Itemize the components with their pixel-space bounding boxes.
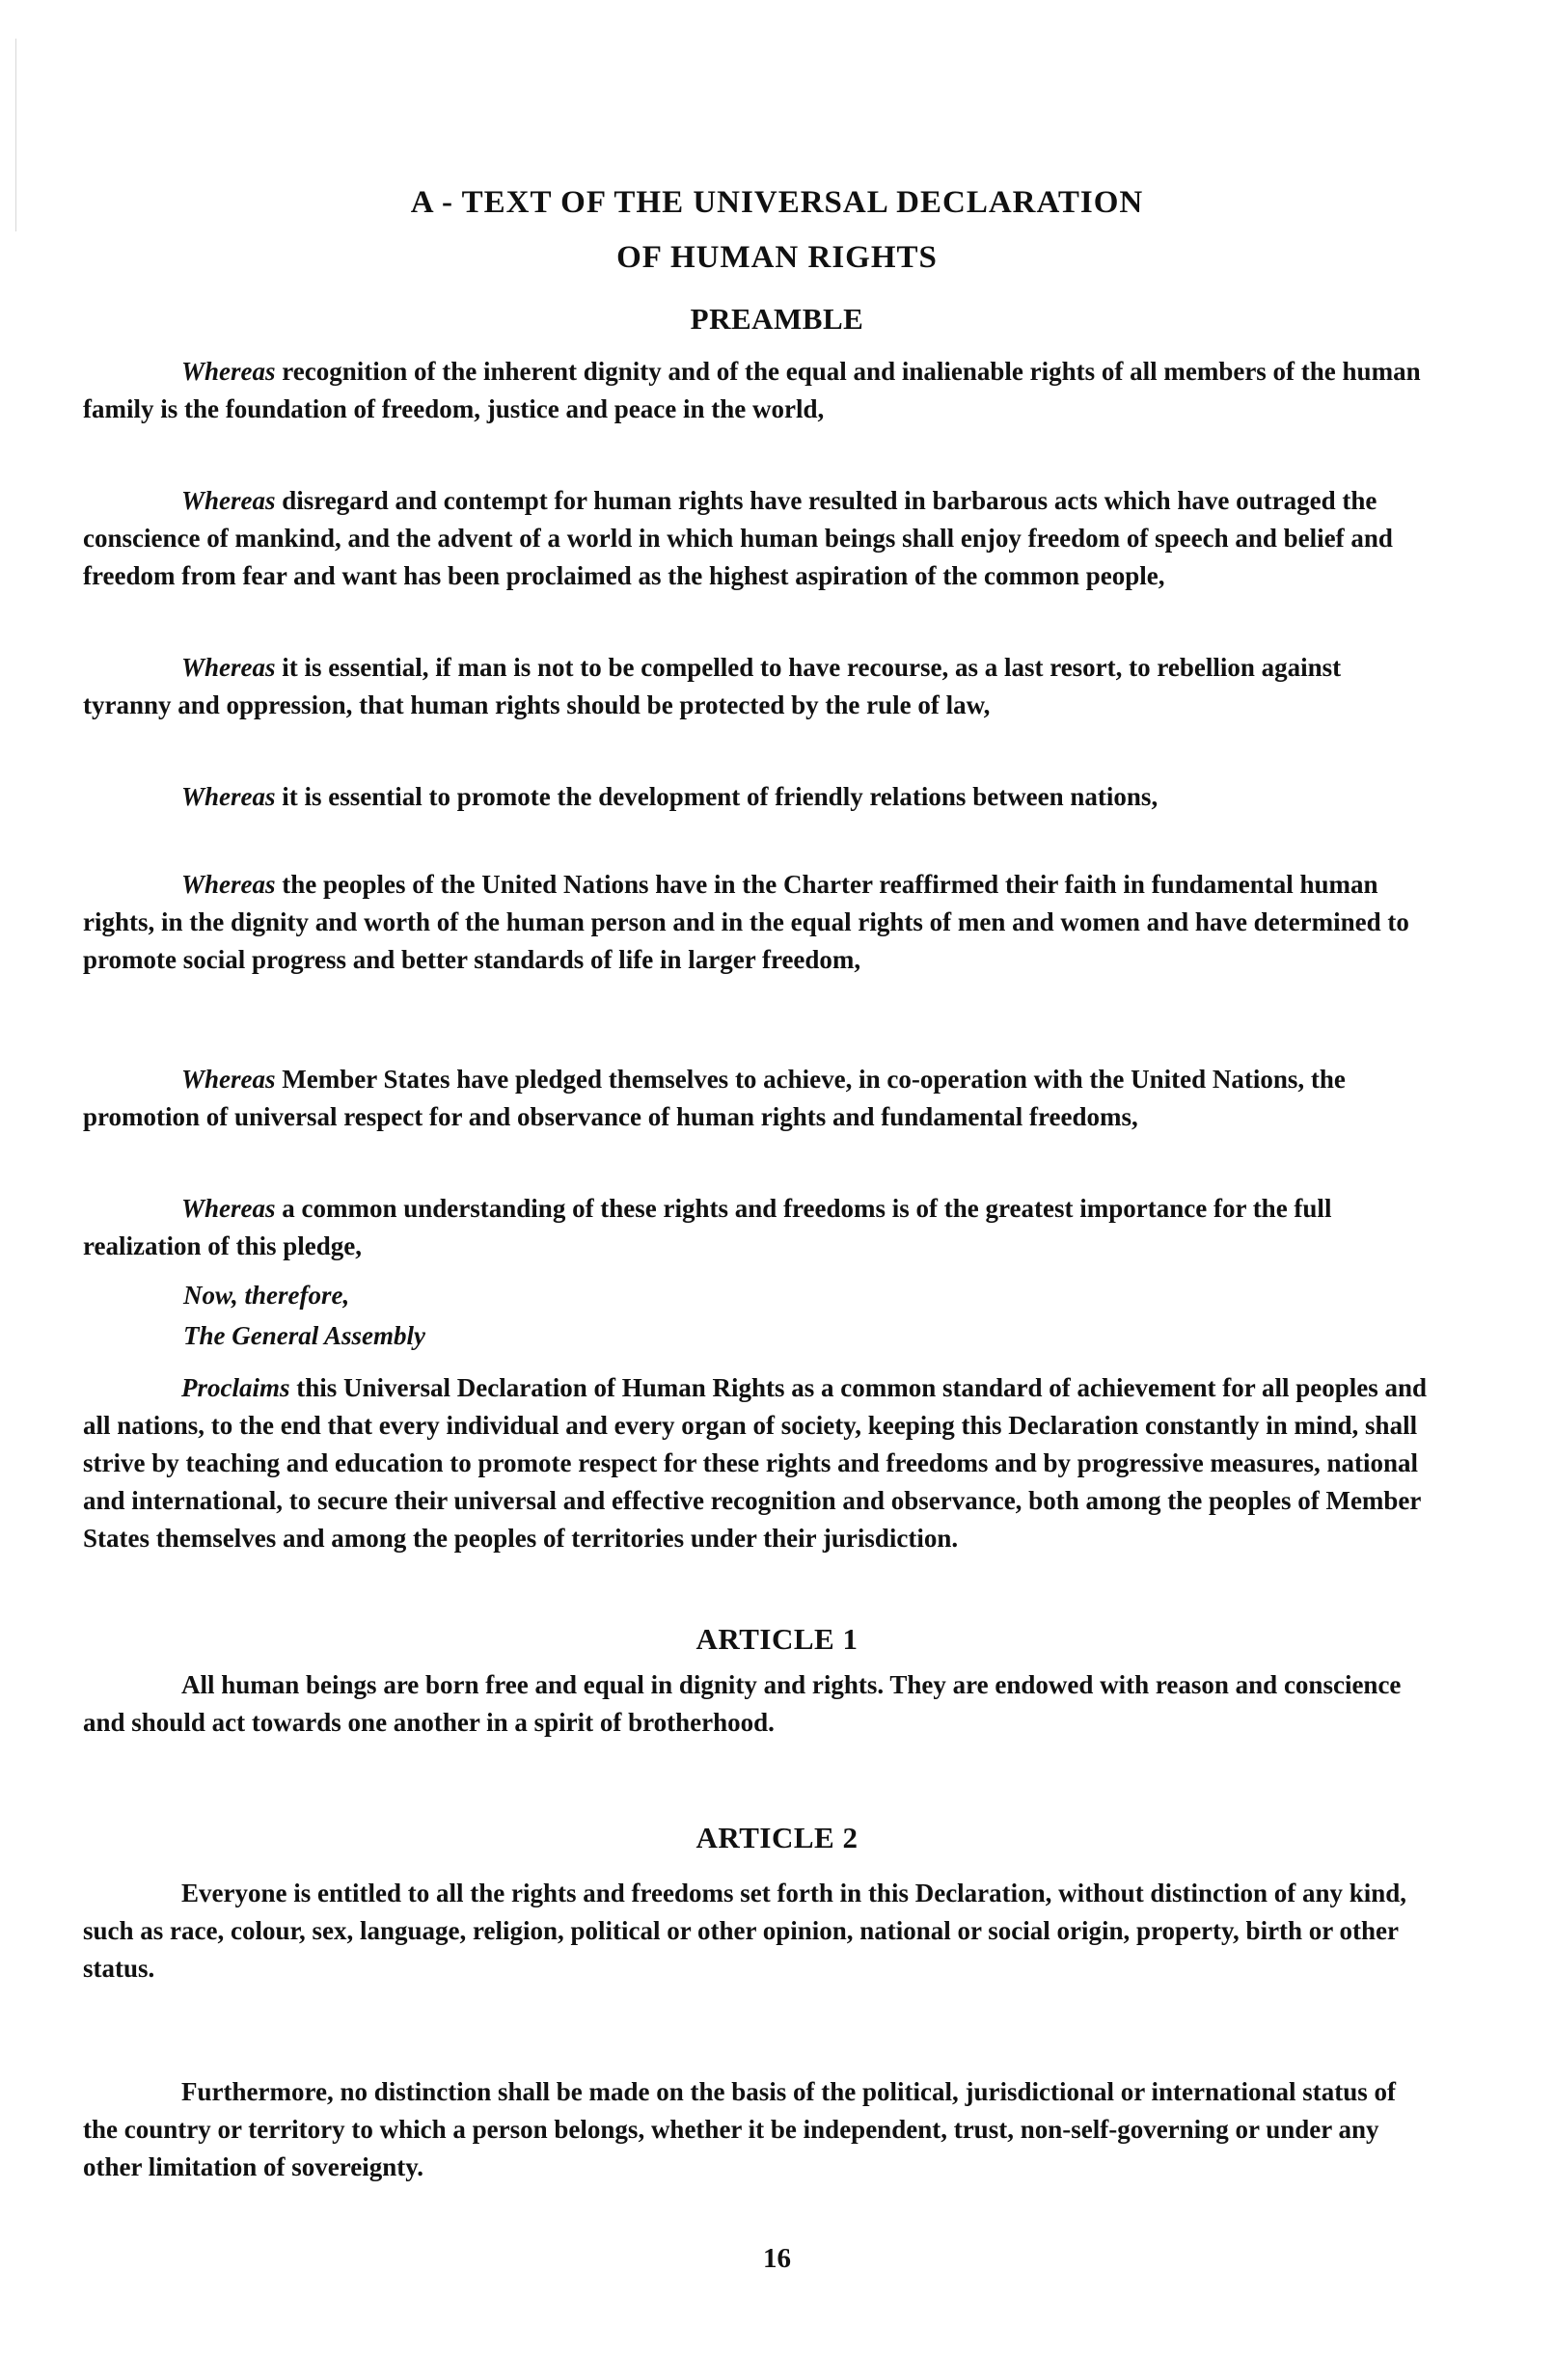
paragraph-text: recognition of the inherent dignity and of the equal and inalienable rights of all members of the human family is the foundation of freedom, justice and peace in the world,	[83, 357, 1421, 423]
preamble-heading: PREAMBLE	[690, 302, 864, 336]
now-therefore-line: Now, therefore,	[183, 1281, 350, 1310]
paragraph-text: the peoples of the United Nations have in the Charter reaffirmed their faith in fundamental human rights, in the dignity and worth of the human person and in the equal rights of men and women and have determined to promote social progress and better standards of life in larger freedom,	[83, 870, 1409, 974]
paragraph-lead: Whereas	[181, 653, 276, 682]
preamble-paragraph	[83, 866, 1433, 979]
paragraph-text: it is essential, if man is not to be compelled to have recourse, as a last resort, to rebellion against tyranny and oppression, that human rights should be protected by the rule of law,	[83, 653, 1342, 719]
paragraph-lead: Proclaims	[181, 1373, 290, 1402]
article1-paragraph: All human beings are born free and equal in dignity and rights. They are endowed with reason and conscience and should act towards one another in a spirit of brotherhood.	[83, 1670, 1402, 1737]
document-title-line2: OF HUMAN RIGHTS	[616, 240, 938, 275]
proclaims-paragraph	[83, 1369, 1433, 1557]
general-assembly-line: The General Assembly	[183, 1321, 425, 1350]
paragraph-lead: Whereas	[181, 486, 276, 515]
article2-paragraph: Furthermore, no distinction shall be made on the basis of the political, jurisdictional or international status of the country or territory to which a person belongs, whether it be independent, trust, non-self-governing or under any other limitation of sovereignty.	[83, 2077, 1397, 2181]
preamble-paragraph	[83, 1061, 1433, 1136]
document-title-line1: A - TEXT OF THE UNIVERSAL DECLARATION	[410, 185, 1144, 220]
preamble-paragraph	[83, 649, 1433, 724]
preamble-paragraph	[83, 1190, 1433, 1265]
page-number: 16	[763, 2243, 791, 2274]
paragraph-lead: Whereas	[181, 870, 276, 899]
paragraph-text: a common understanding of these rights and freedoms is of the greatest importance for the full realization of this pledge,	[83, 1194, 1332, 1260]
paragraph-text: disregard and contempt for human rights have resulted in barbarous acts which have outraged the conscience of mankind, and the advent of a world in which human beings shall enjoy freedom of speech and belief and freedom from fear and want has been proclaimed as the highest aspiration of the common people,	[83, 486, 1393, 590]
preamble-paragraph	[83, 353, 1433, 428]
article1-heading: ARTICLE 1	[695, 1622, 859, 1656]
preamble-paragraph	[83, 482, 1433, 595]
paragraph-text: this Universal Declaration of Human Rights as a common standard of achievement for all peoples and all nations, to the end that every individual and every organ of society, keeping this Declaration constantly in mind, shall strive by teaching and education to promote respect for these rights and freedoms and by progressive measures, national and international, to secure their universal and effective recognition and observance, both among the peoples of Member States themselves and among the peoples of territories under their jurisdiction.	[83, 1373, 1427, 1553]
paragraph-lead: Whereas	[181, 1065, 276, 1094]
preamble-paragraph	[83, 778, 1433, 816]
article2-heading: ARTICLE 2	[695, 1821, 859, 1854]
paragraph-lead: Whereas	[181, 782, 276, 811]
paragraph-lead: Whereas	[181, 357, 276, 386]
paragraph-text: it is essential to promote the development of friendly relations between nations,	[275, 782, 1159, 811]
paragraph-text: Member States have pledged themselves to achieve, in co-operation with the United Nations, the promotion of universal respect for and observance of human rights and fundamental freedoms,	[83, 1065, 1346, 1131]
paragraph-lead: Whereas	[181, 1194, 276, 1223]
article2-paragraph: Everyone is entitled to all the rights and freedoms set forth in this Declaration, without distinction of any kind, such as race, colour, sex, language, religion, political or other opinion, national or social origin, property, birth or other status.	[83, 1879, 1407, 1983]
